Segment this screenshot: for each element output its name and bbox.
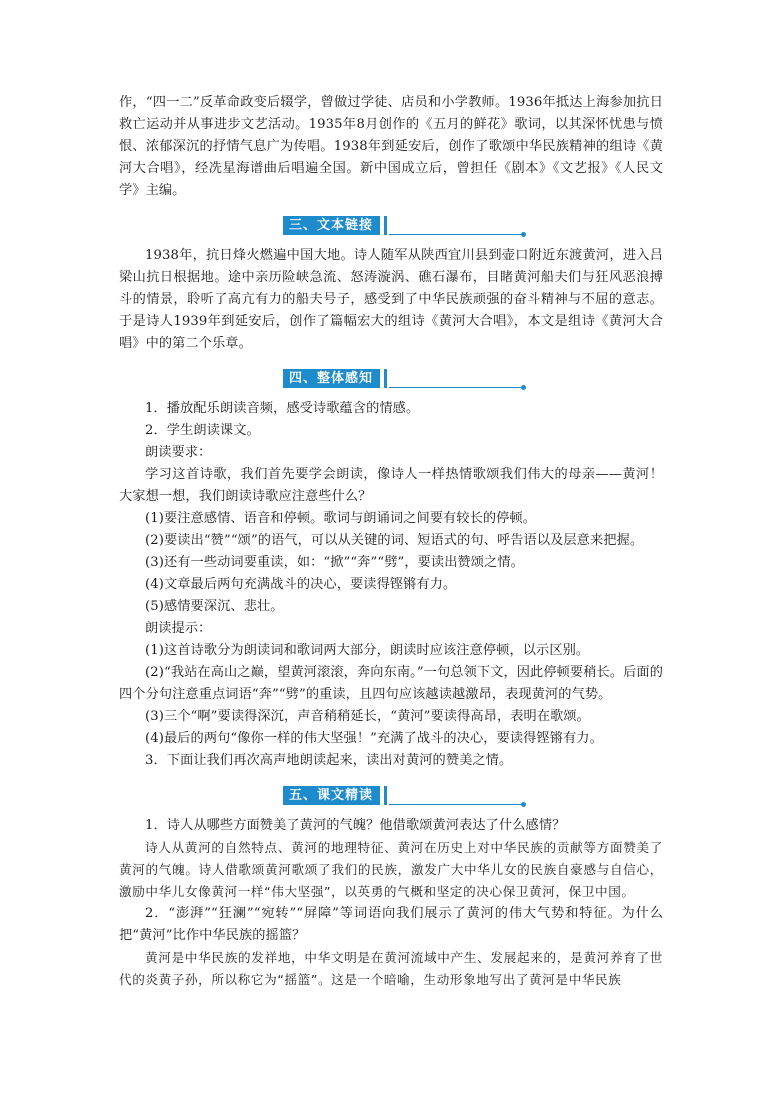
dot-decoration-icon xyxy=(521,802,526,807)
list-item: (4)文章最后两句充满战斗的决心，要读得铿锵有力。 xyxy=(145,577,457,592)
reading-tips-label: 朗读提示： xyxy=(145,621,212,636)
list-item: (2)要读出“赞”“颂”的语气，可以从关键的词、短语式的句、呼告语以及层意来把握。 xyxy=(145,533,644,548)
bar-decoration-icon xyxy=(384,369,387,388)
text-column xyxy=(119,92,663,991)
dot-decoration-icon xyxy=(521,232,526,237)
list-item: (5)感情要深沉、悲壮。 xyxy=(145,599,284,614)
list-item: (1)要注意感情、语音和停顿。歌词与朗诵词之间要有较长的停顿。 xyxy=(145,511,537,526)
question: 1．诗人从哪些方面赞美了黄河的气魄？他借歌颂黄河表达了什么感情？ xyxy=(145,818,566,833)
section-title-5: 五、课文精读 xyxy=(283,786,380,805)
underline-decoration xyxy=(389,234,523,235)
bar-decoration-icon xyxy=(384,786,387,805)
list-item: (4)最后的两句“像你一样的伟大坚强！”充满了战斗的决心，要读得铿锵有力。 xyxy=(145,731,603,746)
bar-decoration-icon xyxy=(384,216,387,235)
section-header-4 xyxy=(119,368,663,390)
list-item: (2)“我站在高山之巅，望黄河滚滚，奔向东南。”一句总领下文，因此停顿要稍长。后面的四个分句注意重点词语“奔”“劈”的重读，且四句应该越读越激昂，表现黄河的气势。 xyxy=(119,665,663,702)
reading-requirements-intro: 学习这首诗歌，我们首先要学会朗读，像诗人一样热情歌颂我们伟大的母亲——黄河！大家想一想，我们朗读诗歌应注意些什么？ xyxy=(119,467,663,504)
section-header-5 xyxy=(119,785,663,807)
answer: 诗人从黄河的自然特点、黄河的地理特征、黄河在历史上对中华民族的贡献等方面赞美了黄河的气魄。诗人借歌颂黄河歌颂了我们的民族，激发广大中华儿女的民族自豪感与自信心，激励中华儿女像黄河一样“伟大坚强”，以英勇的气概和坚定的决心保卫黄河，保卫中国。 xyxy=(119,840,663,899)
list-item: 3．下面让我们再次高声地朗读起来，读出对黄河的赞美之情。 xyxy=(145,753,513,768)
dot-decoration-icon xyxy=(521,385,526,390)
list-item: (3)还有一些动词要重读，如：“掀”“奔”“劈”，要读出赞颂之情。 xyxy=(145,555,524,570)
list-item: (3)三个“啊”要读得深沉，声音稍稍延长，“黄河”要读得高昂，表明在歌颂。 xyxy=(145,709,590,724)
question: 2．“澎湃”“狂澜”“宛转”“屏障”等词语向我们展示了黄河的伟大气势和特征。为什么把“黄河”比作中华民族的摇篮？ xyxy=(119,906,663,943)
list-item: 1．播放配乐朗读音频，感受诗歌蕴含的情感。 xyxy=(145,401,420,416)
section-title-3: 三、文本链接 xyxy=(283,216,380,235)
answer: 黄河是中华民族的发祥地，中华文明是在黄河流域中产生、发展起来的，是黄河养育了世代的炎黄子孙，所以称它为“摇篮”。这是一个暗喻，生动形象地写出了黄河是中华民族 xyxy=(119,950,663,987)
section-header-3 xyxy=(119,215,663,237)
reading-requirements-label: 朗读要求： xyxy=(145,445,212,460)
author-paragraph: 作，“四一二”反革命政变后辍学，曾做过学徒、店员和小学教师。1936年抵达上海参加抗日救亡运动并从事进步文艺活动。1935年8月创作的《五月的鲜花》歌词，以其深怀忧患与愤恨、浓郁深沉的抒情气息广为传唱。1938年到延安后，创作了歌颂中华民族精神的组诗《黄河大合唱》，经冼星海谱曲后唱遍全国。新中国成立后，曾担任《剧本》《文艺报》《人民文学》主编。 xyxy=(119,95,663,198)
list-item: 2．学生朗读课文。 xyxy=(145,423,260,438)
text-link-paragraph: 1938年，抗日烽火燃遍中国大地。诗人随军从陕西宜川县到壶口附近东渡黄河，进入吕梁山抗日根据地。途中亲历险峡急流、怒涛漩涡、礁石瀑布，目睹黄河船夫们与狂风恶浪搏斗的情景，聆听了高亢有力的船夫号子，感受到了中华民族顽强的奋斗精神与不屈的意志。于是诗人1939年到延安后，创作了篇幅宏大的组诗《黄河大合唱》，本文是组诗《黄河大合唱》中的第二个乐章。 xyxy=(119,248,663,351)
underline-decoration xyxy=(389,804,523,805)
underline-decoration xyxy=(389,387,523,388)
list-item: (1)这首诗歌分为朗读词和歌词两大部分，朗读时应该注意停顿，以示区别。 xyxy=(145,643,590,658)
section-title-4: 四、整体感知 xyxy=(283,369,380,388)
